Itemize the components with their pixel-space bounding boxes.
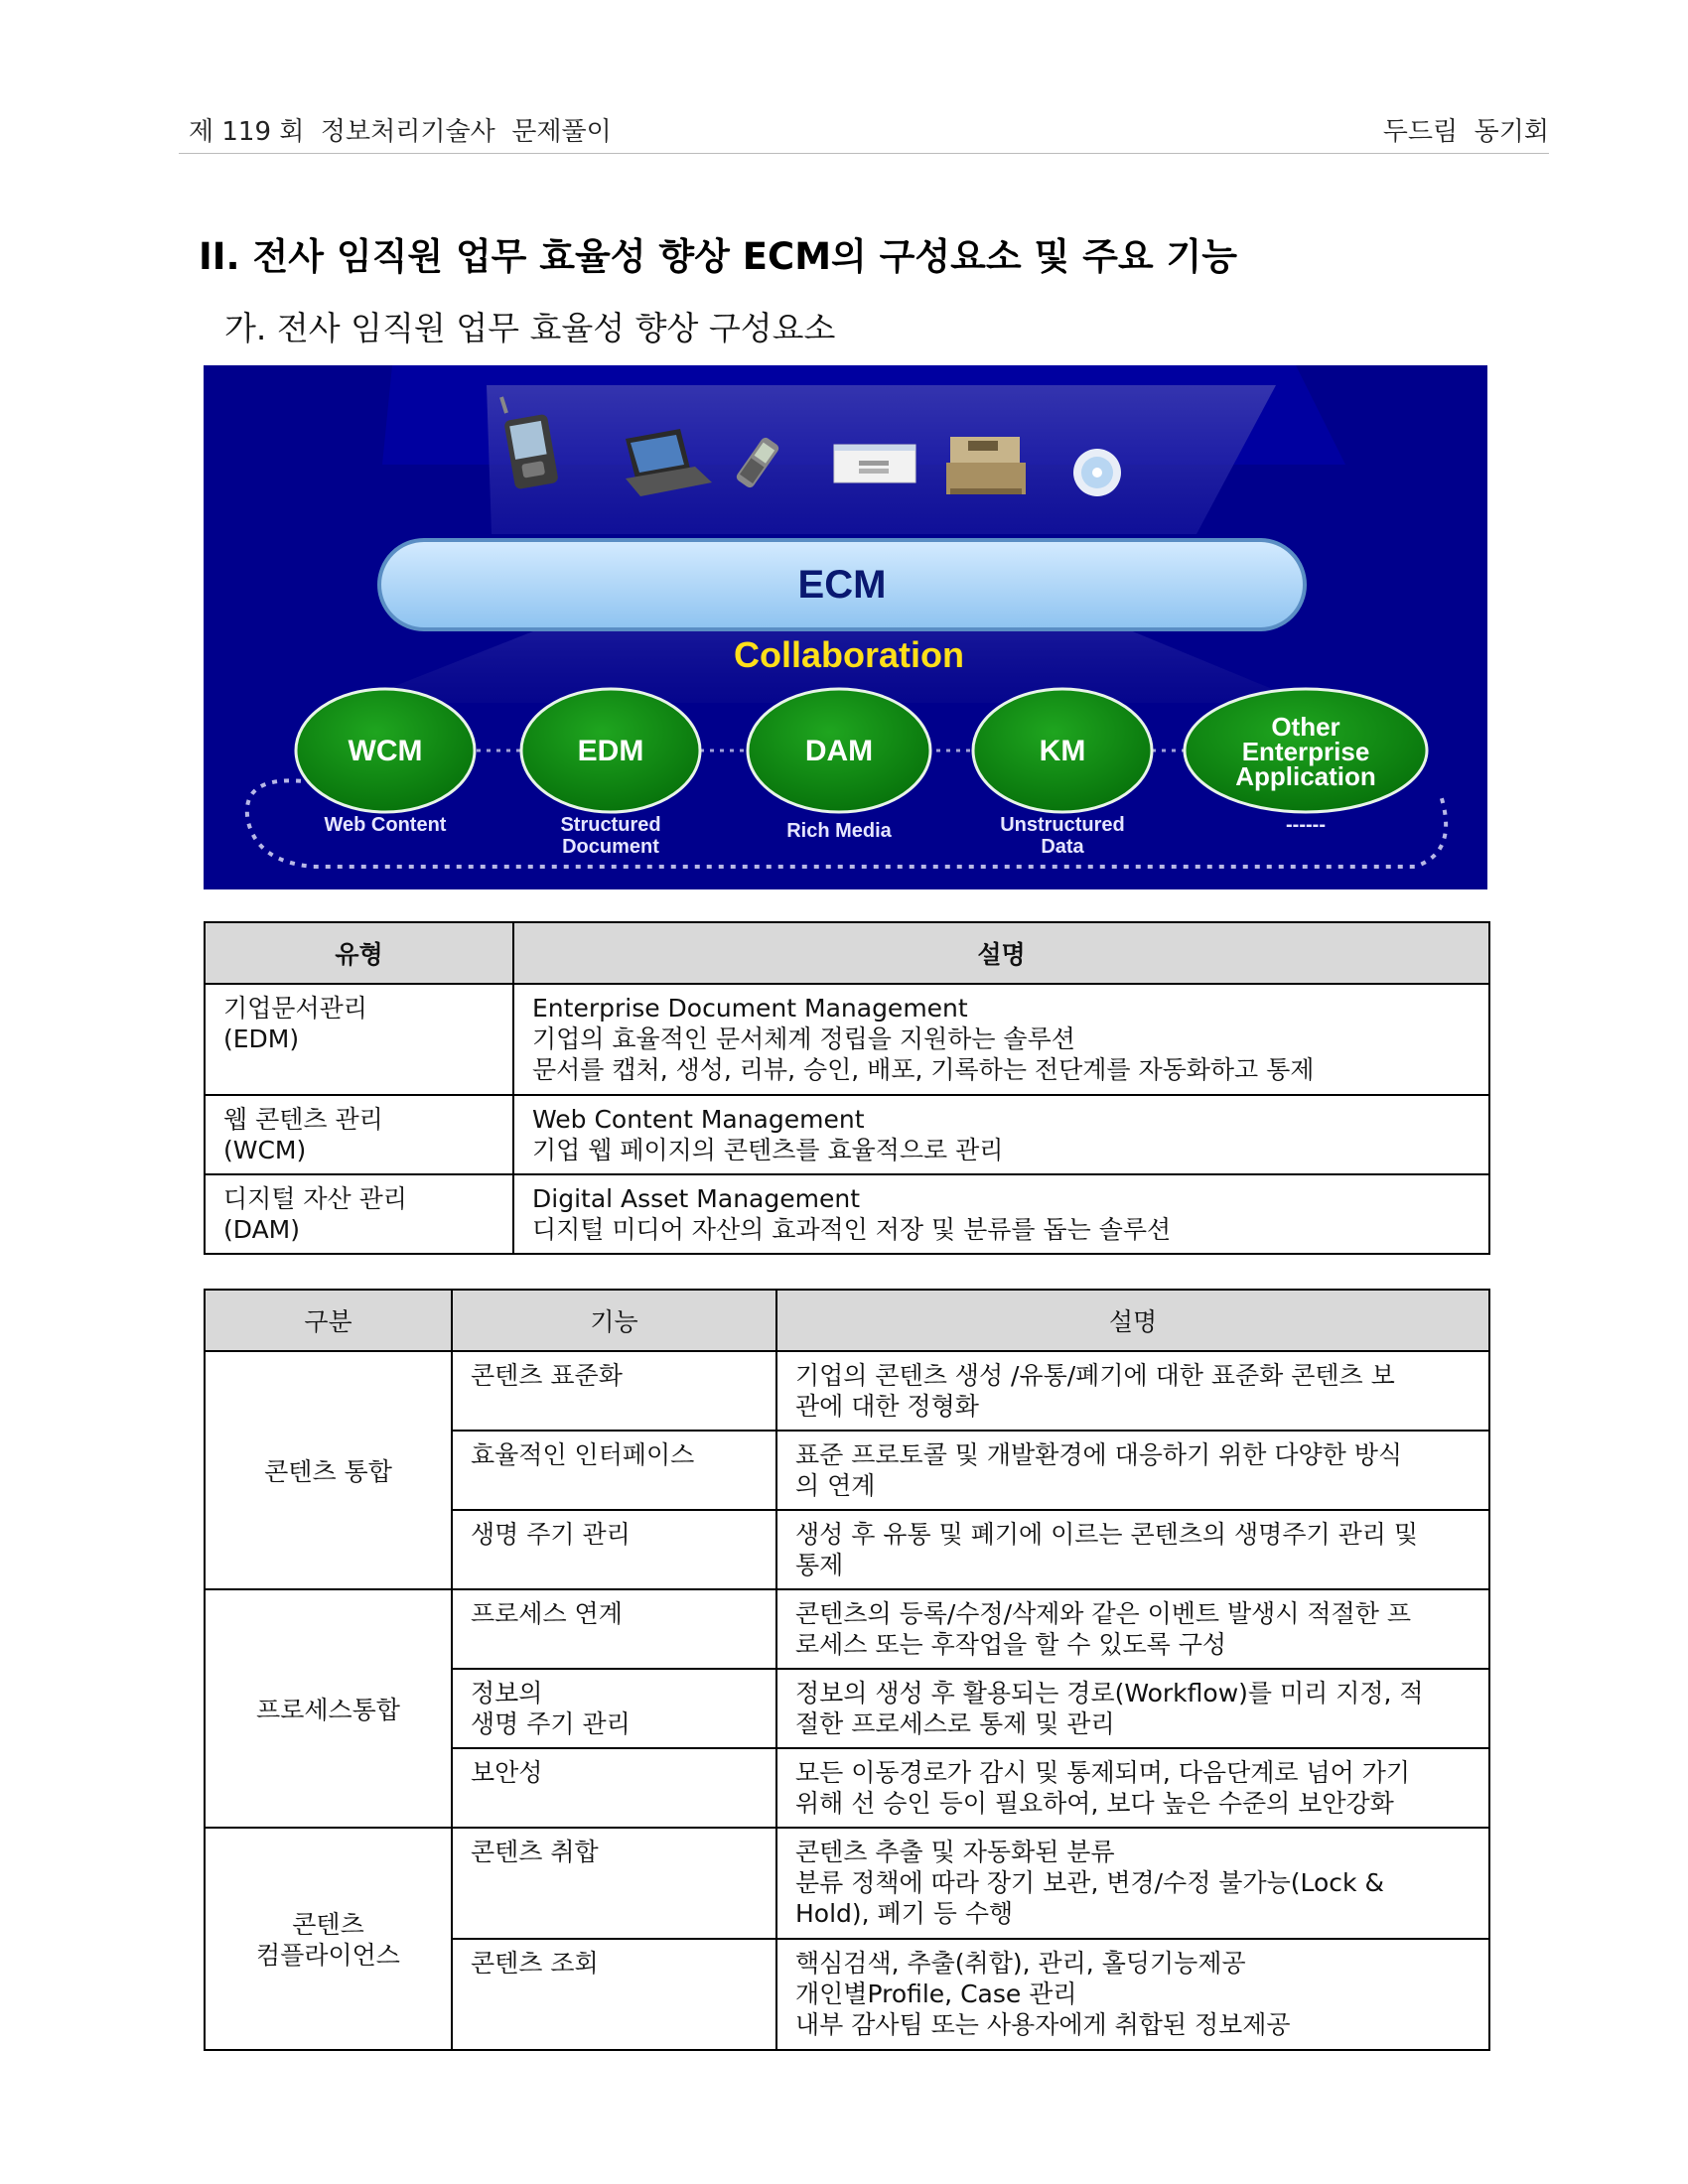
module-caption: Web Content (324, 814, 447, 836)
module-0 (296, 689, 475, 836)
description-cell: Digital Asset Management 디지털 미디어 자산의 효과적인 저장 및 분류를 돕는 솔루션 (513, 1174, 1489, 1254)
function-cell: 효율적인 인터페이스 (452, 1431, 776, 1510)
function-cell: 프로세스 연계 (452, 1589, 776, 1669)
table-row (205, 1589, 1489, 1669)
description-cell: 핵심검색, 추출(취합), 관리, 홀딩기능제공 개인별Profile, Case 관리 내부 감사팀 또는 사용자에게 취합된 정보제공 (776, 1939, 1489, 2050)
table-row (205, 1174, 1489, 1254)
column-header-function: 기능 (452, 1290, 776, 1351)
function-cell: 콘텐츠 취합 (452, 1828, 776, 1939)
function-cell: 콘텐츠 조회 (452, 1939, 776, 2050)
module-caption: Data (1041, 836, 1084, 858)
module-label: Enterprise (1241, 737, 1370, 766)
multifunction-printer-icon (946, 437, 1026, 494)
module-label: WCM (348, 735, 423, 767)
component-table (204, 921, 1490, 1255)
type-cell: 웹 콘텐츠 관리 (WCM) (205, 1095, 513, 1174)
ecm-label: ECM (797, 563, 887, 607)
category-cell: 콘텐츠 컴플라이언스 (205, 1828, 452, 2050)
ecm-diagram (204, 365, 1487, 889)
module-caption: Document (562, 836, 659, 858)
column-header-type: 유형 (205, 922, 513, 984)
description-cell: 콘텐츠의 등록/수정/삭제와 같은 이벤트 발생시 적절한 프 로세스 또는 후작업을 할 수 있도록 구성 (776, 1589, 1489, 1669)
description-cell: Enterprise Document Management 기업의 효율적인 문서체계 정립을 지원하는 솔루션 문서를 캡처, 생성, 리뷰, 승인, 배포, 기록하는 전단계를 자동화하고 통제 (513, 984, 1489, 1095)
module-2 (748, 689, 930, 842)
description-cell: 기업의 콘텐츠 생성 /유통/폐기에 대한 표준화 콘텐츠 보 관에 대한 정형화 (776, 1351, 1489, 1431)
column-header-category: 구분 (205, 1290, 452, 1351)
sub-title: 가. 전사 임직원 업무 효율성 향상 구성요소 (224, 309, 836, 347)
module-caption: Unstructured (1000, 814, 1125, 836)
module-caption: Structured (560, 814, 661, 836)
module-circles (296, 689, 1427, 858)
page-header (189, 111, 1549, 151)
column-header-description: 설명 (513, 922, 1489, 984)
header-exam-title: 제 119 회 정보처리기술사 문제풀이 (189, 117, 612, 147)
module-3 (973, 689, 1152, 858)
description-cell: 생성 후 유통 및 폐기에 이르는 콘텐츠의 생명주기 관리 및 통제 (776, 1510, 1489, 1589)
function-cell: 생명 주기 관리 (452, 1510, 776, 1589)
table-row (205, 984, 1489, 1095)
description-cell: Web Content Management 기업 웹 페이지의 콘텐츠를 효율적으로 관리 (513, 1095, 1489, 1174)
description-cell: 콘텐츠 추출 및 자동화된 분류 분류 정책에 따라 장기 보관, 변경/수정 불가능(Lock & Hold), 폐기 등 수행 (776, 1828, 1489, 1939)
module-4 (1185, 689, 1427, 836)
module-label: DAM (804, 735, 874, 767)
table-row (205, 1095, 1489, 1174)
table-row (205, 1828, 1489, 1939)
module-caption: ------ (1286, 814, 1326, 836)
column-header-description: 설명 (776, 1290, 1489, 1351)
header-divider (179, 153, 1549, 154)
function-cell: 보안성 (452, 1748, 776, 1828)
module-label: KM (1039, 735, 1086, 767)
function-cell: 정보의 생명 주기 관리 (452, 1669, 776, 1748)
description-cell: 모든 이동경로가 감시 및 통제되며, 다음단계로 넘어 가기 위해 선 승인 등이 필요하여, 보다 높은 수준의 보안강화 (776, 1748, 1489, 1828)
function-cell: 콘텐츠 표준화 (452, 1351, 776, 1431)
table-row (205, 1351, 1489, 1431)
category-cell: 콘텐츠 통합 (205, 1351, 452, 1589)
cd-icon (1073, 449, 1121, 496)
module-1 (521, 689, 700, 858)
type-cell: 기업문서관리 (EDM) (205, 984, 513, 1095)
section-title: II. 전사 임직원 업무 효율성 향상 ECM의 구성요소 및 주요 기능 (199, 235, 1237, 278)
function-table (204, 1289, 1490, 2051)
webpage-icon (834, 445, 915, 482)
description-cell: 정보의 생성 후 활용되는 경로(Workflow)를 미리 지정, 적 절한 프로세스로 통제 및 관리 (776, 1669, 1489, 1748)
module-label: Other (1271, 712, 1340, 742)
collaboration-label: Collaboration (734, 634, 964, 675)
module-caption: Rich Media (786, 820, 892, 842)
type-cell: 디지털 자산 관리 (DAM) (205, 1174, 513, 1254)
category-cell: 프로세스통합 (205, 1589, 452, 1828)
ecm-diagram-svg (204, 365, 1487, 889)
header-group-name: 두드림 동기회 (1382, 117, 1549, 147)
description-cell: 표준 프로토콜 및 개발환경에 대응하기 위한 다양한 방식 의 연계 (776, 1431, 1489, 1510)
module-label: Application (1235, 761, 1376, 791)
module-label: EDM (577, 735, 644, 767)
